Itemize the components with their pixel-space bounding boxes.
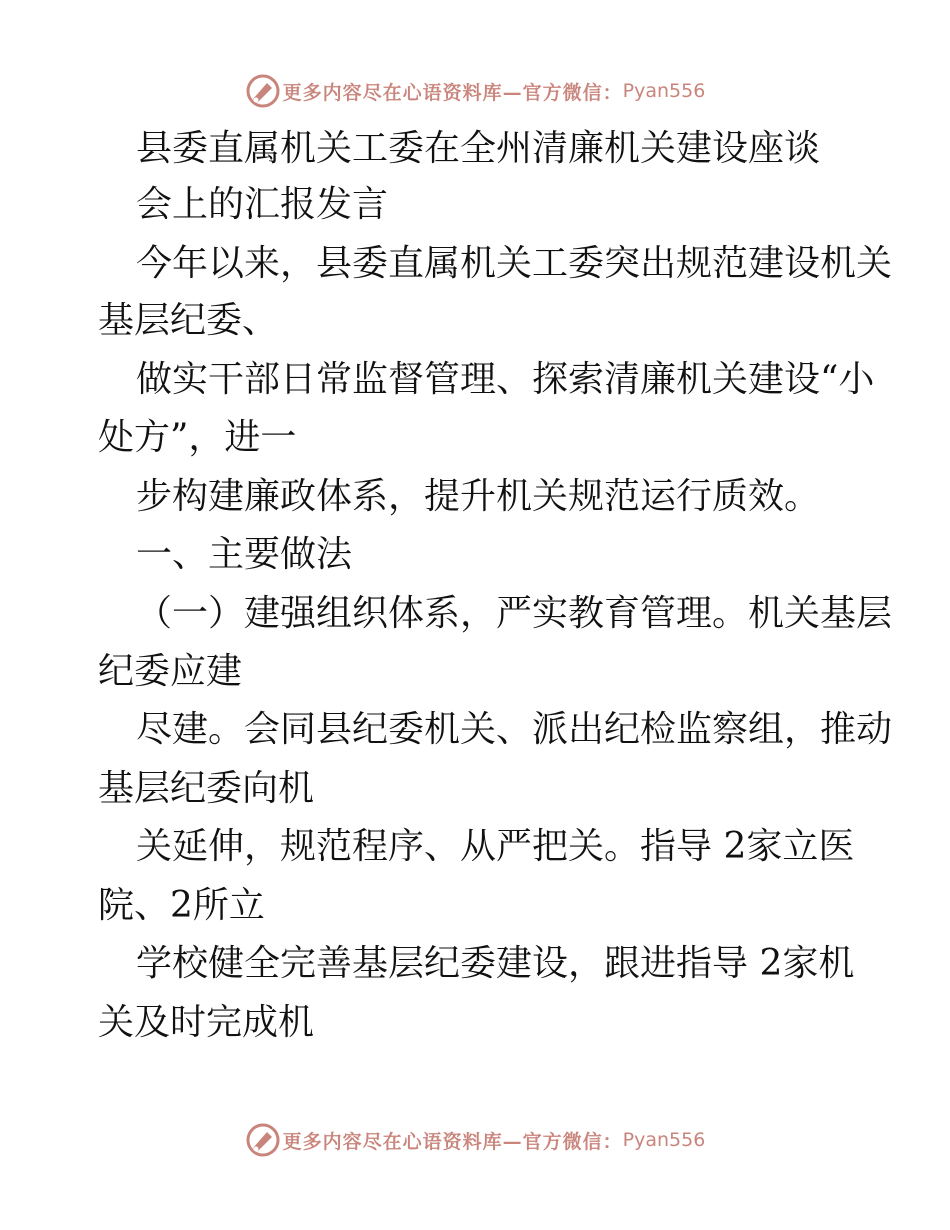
- section-heading: 一、主要做法: [136, 534, 353, 575]
- doc-line: 关及时完成机: [98, 1002, 315, 1043]
- doc-line: 院、2所立: [98, 885, 265, 926]
- banner-text: 更多内容尽在心语资料库—官方微信：: [282, 1130, 623, 1153]
- doc-line: 纪委应建: [98, 651, 243, 692]
- doc-line: 基层纪委向机: [98, 768, 315, 809]
- doc-line: 今年以来，县委直属机关工委突出规范建设机关: [136, 243, 893, 284]
- doc-line: 基层纪委、: [98, 300, 279, 341]
- banner-text: 更多内容尽在心语资料库—官方微信：: [282, 81, 623, 104]
- wechat-id: Pyan556: [622, 80, 706, 102]
- doc-line: 关延伸，规范程序、从严把关。指导 2家立医: [136, 826, 855, 867]
- doc-line: 处方”，进一: [98, 417, 297, 458]
- doc-line: 县委直属机关工委在全州清廉机关建设座谈: [136, 128, 821, 169]
- doc-line: 会上的汇报发言: [136, 184, 389, 225]
- doc-line: 步构建廉政体系，提升机关规范运行质效。: [136, 476, 821, 517]
- doc-line: 做实干部日常监督管理、探索清廉机关建设“小: [136, 359, 875, 400]
- pen-nib-logo-icon: [245, 73, 281, 109]
- wechat-id: Pyan556: [622, 1129, 706, 1151]
- footer-banner: [0, 1120, 950, 1160]
- doc-line: 尽建。会同县纪委机关、派出纪检监察组，推动: [136, 709, 893, 750]
- pen-nib-logo-icon: [245, 1122, 281, 1158]
- doc-line: 学校健全完善基层纪委建设，跟进指导 2家机: [136, 943, 855, 984]
- header-banner: [0, 71, 950, 111]
- doc-line: （一）建强组织体系，严实教育管理。机关基层: [136, 593, 893, 634]
